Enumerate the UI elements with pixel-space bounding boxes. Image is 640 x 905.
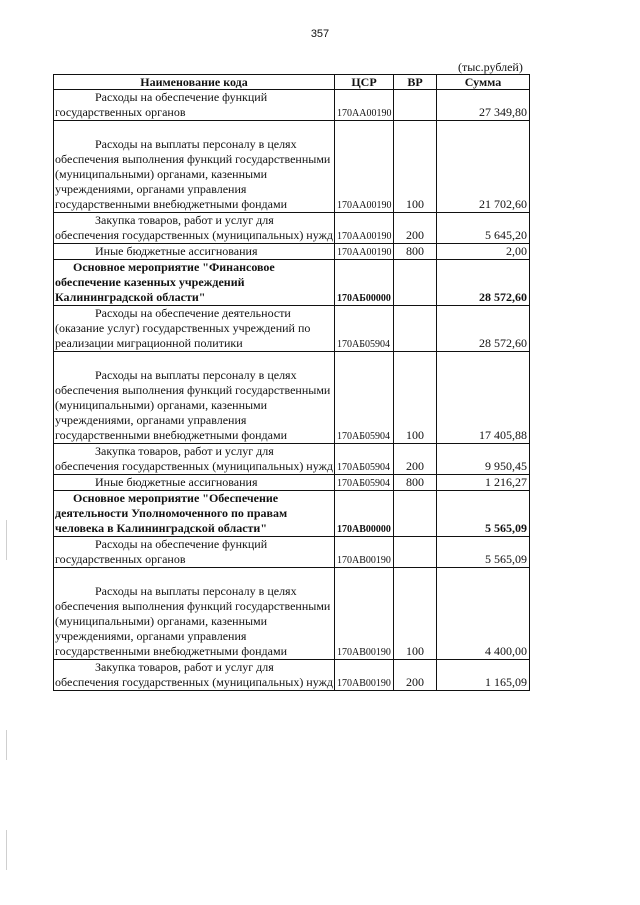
row-name: Иные бюджетные ассигнования: [54, 244, 335, 260]
table-row: [54, 352, 530, 444]
row-csr: 170АБ05904: [335, 306, 394, 352]
row-name: Расходы на обеспечение функций государственных органов: [54, 537, 335, 568]
row-sum: 4 400,00: [437, 568, 530, 660]
row-sum: 9 950,45: [437, 444, 530, 475]
row-vr: 200: [394, 213, 437, 244]
table-row-major: [54, 491, 530, 537]
row-vr: [394, 90, 437, 121]
row-name: Расходы на выплаты персоналу в целях обеспечения выполнения функций государственными (муниципальными) органами, казенными учреждениями, органами управления государственными внебюджетными фондами: [54, 352, 335, 444]
row-sum: 28 572,60: [437, 260, 530, 306]
row-csr: 170АБ05904: [335, 475, 394, 491]
table-header-row: [54, 75, 530, 90]
row-sum: 1 216,27: [437, 475, 530, 491]
row-sum: 1 165,09: [437, 660, 530, 691]
row-sum: 27 349,80: [437, 90, 530, 121]
row-name: Расходы на обеспечение деятельности (оказание услуг) государственных учреждений по реализации миграционной политики: [54, 306, 335, 352]
table-row: [54, 444, 530, 475]
row-vr: 100: [394, 352, 437, 444]
table-row: [54, 475, 530, 491]
row-name: Расходы на выплаты персоналу в целях обеспечения выполнения функций государственными (муниципальными) органами, казенными учреждениями, органами управления государственными внебюджетными фондами: [54, 568, 335, 660]
scan-edge-mark: [6, 730, 7, 760]
row-csr: 170АБ00000: [335, 260, 394, 306]
row-name: Расходы на выплаты персоналу в целях обеспечения выполнения функций государственными (муниципальными) органами, казенными учреждениями, органами управления государственными внебюджетными фондами: [54, 121, 335, 213]
row-vr: 100: [394, 121, 437, 213]
row-name: Основное мероприятие "Финансовое обеспечение казенных учреждений Калининградской области": [54, 260, 335, 306]
table-row-major: [54, 260, 530, 306]
units-label: (тыс.рублей): [458, 60, 523, 74]
row-vr: 800: [394, 244, 437, 260]
row-sum: 28 572,60: [437, 306, 530, 352]
row-vr: [394, 260, 437, 306]
row-sum: 2,00: [437, 244, 530, 260]
row-name: Закупка товаров, работ и услуг для обеспечения государственных (муниципальных) нужд: [55, 213, 333, 242]
scan-edge-mark: [6, 830, 7, 870]
row-name: Иные бюджетные ассигнования: [54, 475, 335, 491]
row-name: Основное мероприятие "Обеспечение деятельности Уполномоченного по правам человека в Калининградской области": [54, 491, 335, 537]
header-csr: ЦСР: [335, 75, 394, 90]
table-row: [54, 213, 530, 244]
table-row: [54, 660, 530, 691]
row-csr: 170АВ00190: [335, 537, 394, 568]
row-vr: [394, 306, 437, 352]
row-sum: 5 565,09: [437, 491, 530, 537]
row-vr: [394, 491, 437, 537]
row-name: Расходы на обеспечение функций государственных органов: [54, 90, 335, 121]
header-vr: ВР: [394, 75, 437, 90]
row-csr: 170АВ00190: [335, 568, 394, 660]
row-vr: 100: [394, 568, 437, 660]
row-sum: 21 702,60: [437, 121, 530, 213]
row-csr: 170АА00190: [335, 213, 394, 244]
row-csr: 170АА00190: [335, 244, 394, 260]
budget-table: [53, 74, 530, 691]
page-number: 357: [310, 28, 330, 40]
table-row: [54, 121, 530, 213]
scan-edge-mark: [6, 520, 7, 560]
table-row: [54, 568, 530, 660]
row-sum: 5 565,09: [437, 537, 530, 568]
row-csr: 170АА00190: [335, 121, 394, 213]
row-sum: 17 405,88: [437, 352, 530, 444]
row-vr: [394, 537, 437, 568]
row-vr: 200: [394, 444, 437, 475]
row-vr: 200: [394, 660, 437, 691]
row-csr: 170АВ00190: [335, 660, 394, 691]
row-csr: 170АА00190: [335, 90, 394, 121]
row-csr: 170АБ05904: [335, 444, 394, 475]
header-name: Наименование кода: [54, 75, 335, 90]
table-row: [54, 90, 530, 121]
row-csr: 170АБ05904: [335, 352, 394, 444]
row-name: Закупка товаров, работ и услуг для обеспечения государственных (муниципальных) нужд: [55, 660, 333, 689]
table-row: [54, 244, 530, 260]
header-sum: Сумма: [437, 75, 530, 90]
table-row: [54, 537, 530, 568]
row-vr: 800: [394, 475, 437, 491]
table-row: [54, 306, 530, 352]
row-csr: 170АВ00000: [335, 491, 394, 537]
row-sum: 5 645,20: [437, 213, 530, 244]
row-name: Закупка товаров, работ и услуг для обеспечения государственных (муниципальных) нужд: [55, 444, 333, 473]
